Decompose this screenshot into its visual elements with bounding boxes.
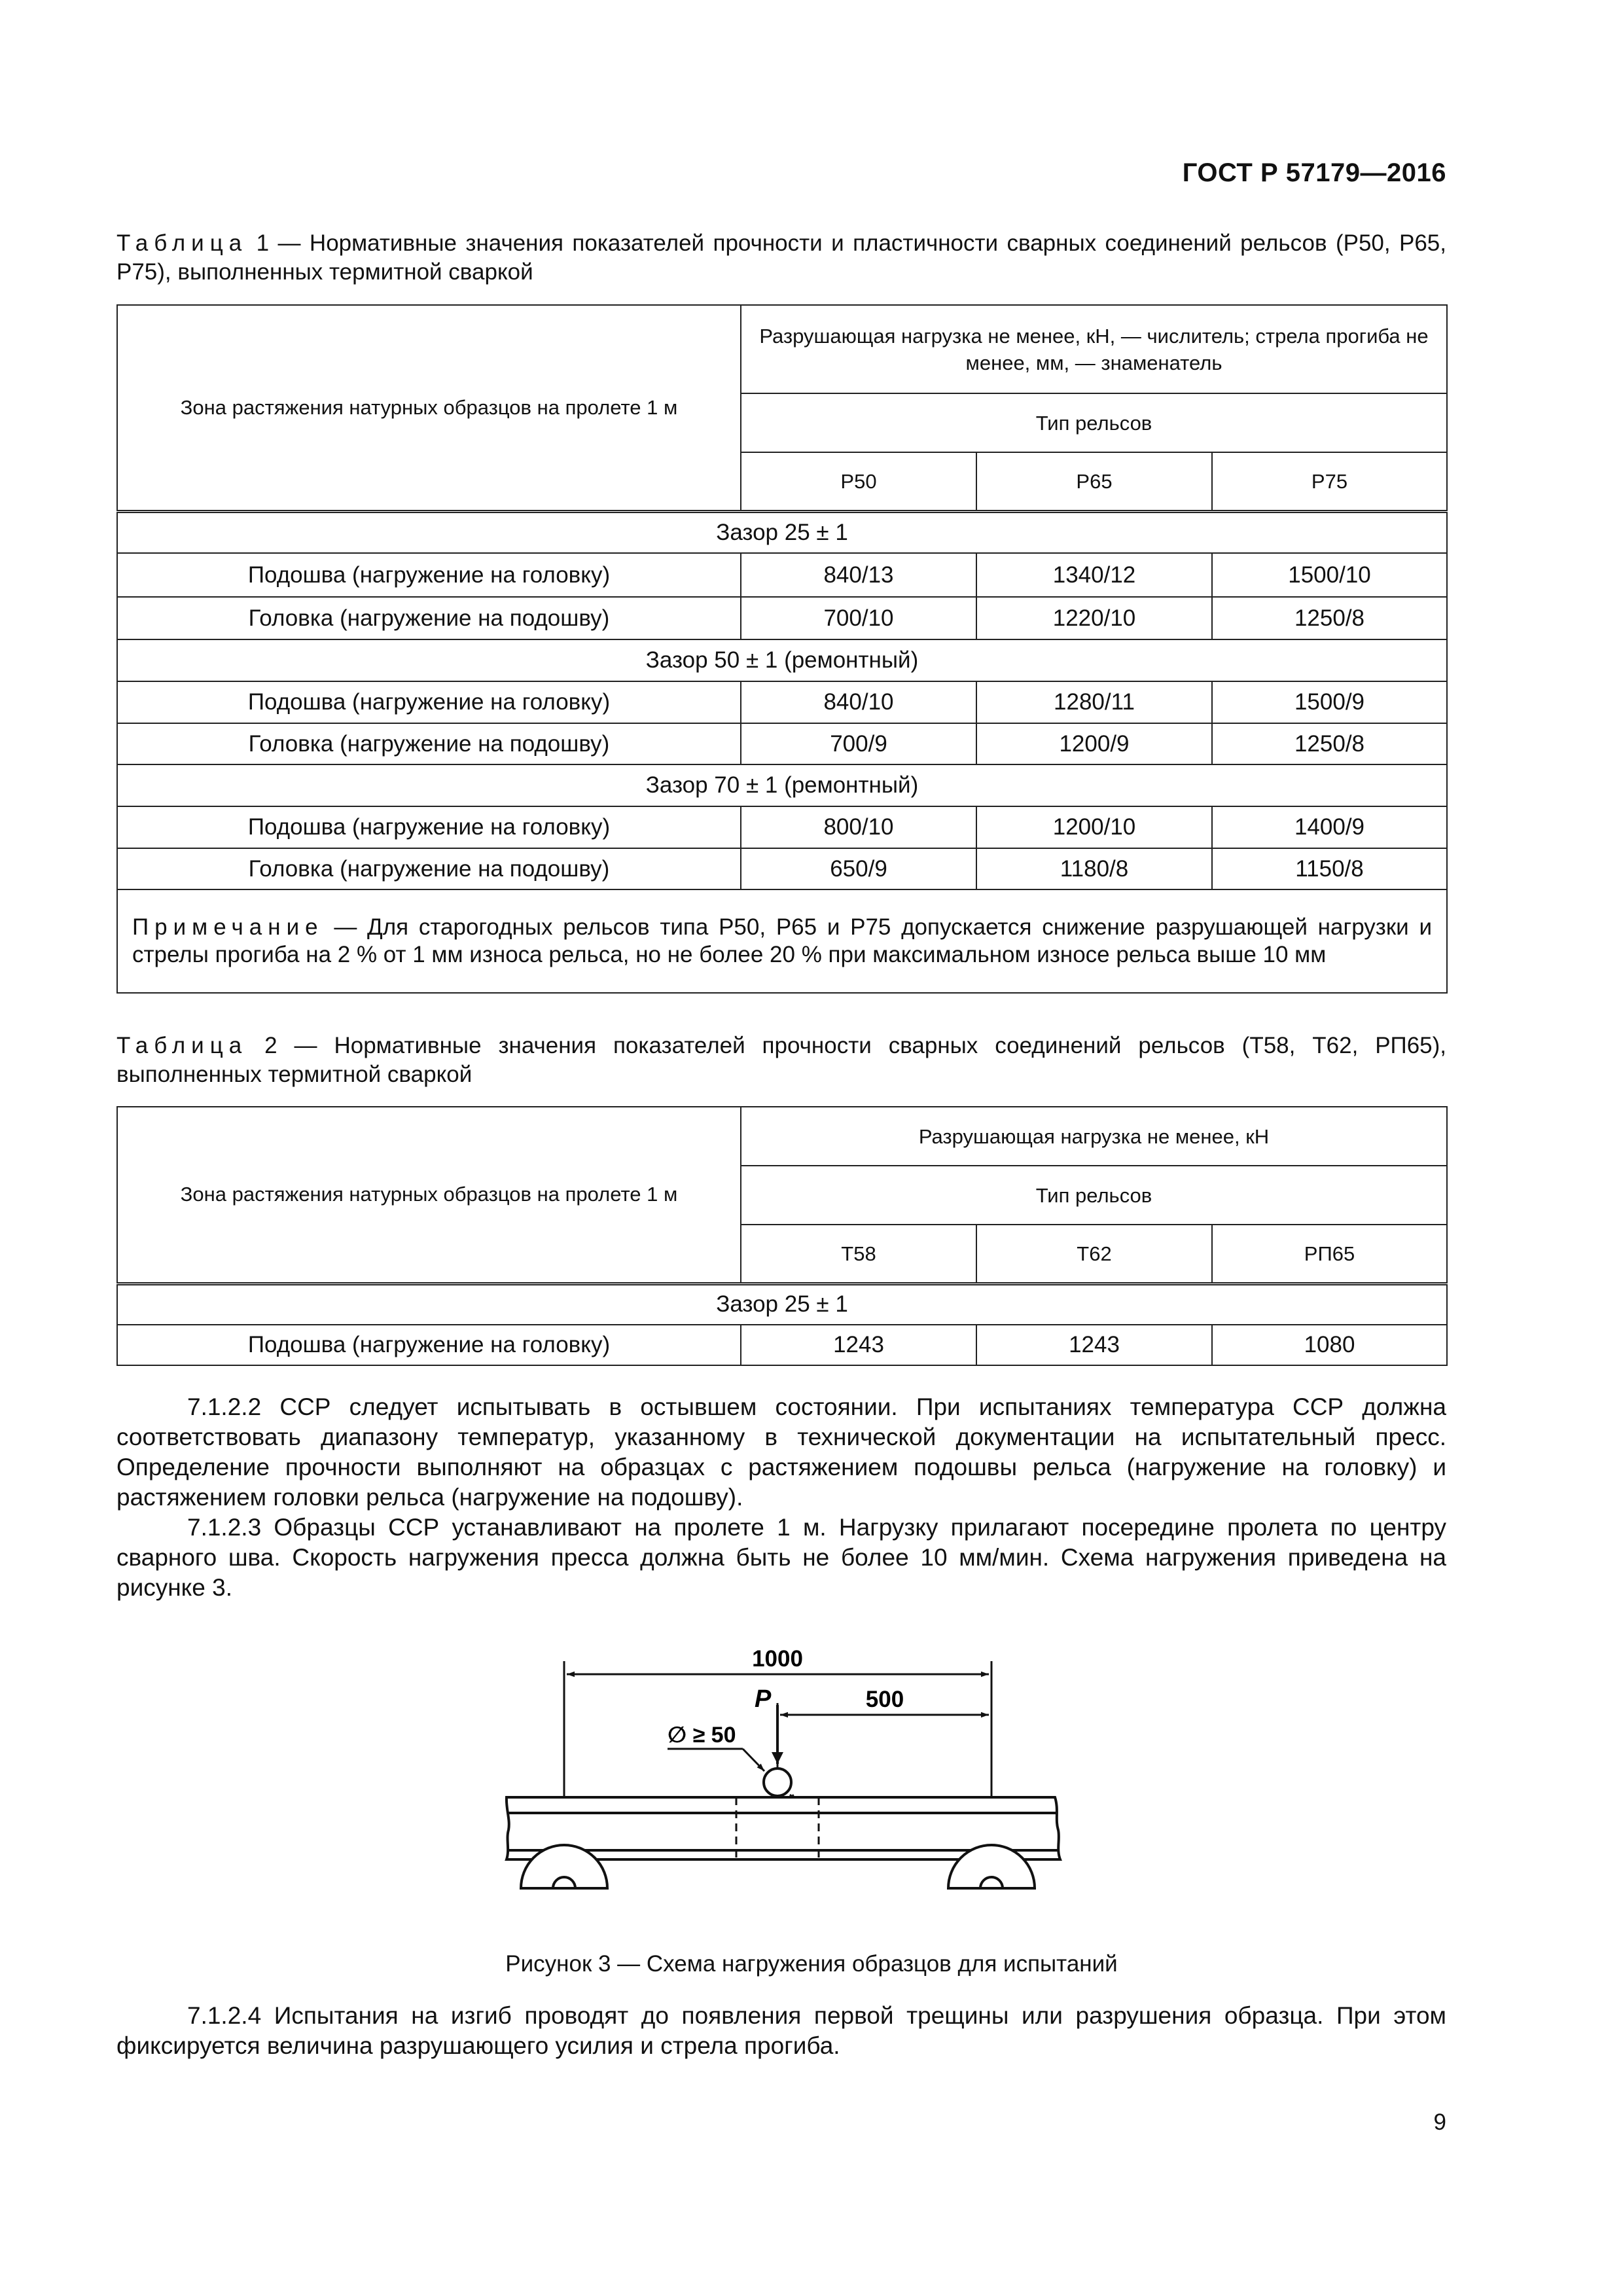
zone-cell: Подошва (нагружение на головку) bbox=[117, 1325, 741, 1365]
value-cell: 1250/8 bbox=[1212, 723, 1447, 764]
value-cell: 700/9 bbox=[741, 723, 976, 764]
table1 bbox=[116, 304, 1448, 994]
figure-caption: Рисунок 3 — Схема нагружения образцов для испытаний bbox=[505, 1951, 1118, 1977]
document-code: ГОСТ Р 57179—2016 bbox=[1182, 158, 1446, 187]
table1-rail-type-header: Тип рельсов bbox=[741, 393, 1447, 452]
paragraph-7-1-2-3: 7.1.2.3 Образцы ССР устанавливают на пролете 1 м. Нагрузку прилагают посередине пролета по центру сварного шва. Скорость нагружения пресса должна быть не более 10 мм/мин. Схема нагружения приведена на рисунке 3. bbox=[116, 1514, 1446, 1601]
table1-caption-text: — Нормативные значения показателей прочности и пластичности сварных соединений рельсов (Р50, Р65, Р75), выполненных термитной сваркой bbox=[116, 230, 1446, 285]
zone-cell: Подошва (нагружение на головку) bbox=[117, 681, 741, 723]
zone-cell: Головка (нагружение на подошву) bbox=[117, 848, 741, 889]
table2-col-header: РП65 bbox=[1212, 1225, 1447, 1283]
table2-caption bbox=[116, 1031, 1446, 1089]
zone-cell: Головка (нагружение на подошву) bbox=[117, 723, 741, 764]
value-cell: 1180/8 bbox=[976, 848, 1212, 889]
value-cell: 840/10 bbox=[741, 681, 976, 723]
dimension-total: 1000 bbox=[752, 1646, 803, 1672]
table2-rail-type-header: Тип рельсов bbox=[741, 1166, 1447, 1225]
zone-cell: Подошва (нагружение на головку) bbox=[117, 806, 741, 848]
value-cell: 1280/11 bbox=[976, 681, 1212, 723]
table-row bbox=[117, 681, 1447, 723]
table1-col-header: Р75 bbox=[1212, 452, 1447, 511]
load-label: P bbox=[755, 1685, 772, 1713]
table-row bbox=[117, 1325, 1447, 1365]
table1-label: Таблица bbox=[116, 230, 248, 256]
table-row bbox=[117, 597, 1447, 639]
table1-group-title: Зазор 50 ± 1 (ремонтный) bbox=[117, 639, 1447, 681]
diameter-label: ∅ ≥ 50 bbox=[668, 1723, 736, 1748]
value-cell: 1250/8 bbox=[1212, 597, 1447, 639]
table1-group-title: Зазор 25 ± 1 bbox=[117, 511, 1447, 553]
dimension-half: 500 bbox=[865, 1687, 904, 1712]
table1-zone-header: Зона растяжения натурных образцов на пролете 1 м bbox=[117, 305, 741, 511]
table1-col-header: Р65 bbox=[976, 452, 1212, 511]
paragraph-7-1-2-2: 7.1.2.2 ССР следует испытывать в остывшем состоянии. При испытаниях температура ССР должна соответствовать диапазону температур, указанному в технической документации на испытательный пресс. Определение прочности выполняют на образцах с растяжением подошвы рельса (нагружение на головку) и растяжением головки рельса (нагружение на подошву). bbox=[116, 1393, 1446, 1511]
table2-col-header: Т58 bbox=[741, 1225, 976, 1283]
zone-cell: Подошва (нагружение на головку) bbox=[117, 553, 741, 597]
zone-cell: Головка (нагружение на подошву) bbox=[117, 597, 741, 639]
value-cell: 840/13 bbox=[741, 553, 976, 597]
table2-load-header: Разрушающая нагрузка не менее, кН bbox=[741, 1107, 1447, 1166]
table2-number: 2 bbox=[264, 1033, 277, 1058]
table1-col-header: Р50 bbox=[741, 452, 976, 511]
value-cell: 800/10 bbox=[741, 806, 976, 848]
body-paragraphs bbox=[116, 1392, 1446, 1603]
page-number: 9 bbox=[1433, 2109, 1446, 2135]
value-cell: 1080 bbox=[1212, 1325, 1447, 1365]
table2-col-header: Т62 bbox=[976, 1225, 1212, 1283]
paragraph-7-1-2-4: 7.1.2.4 Испытания на изгиб проводят до появления первой трещины или разрушения образца. При этом фиксируется величина разрушающего усилия и стрела прогиба. bbox=[116, 2002, 1446, 2059]
table-row bbox=[117, 848, 1447, 889]
table-row bbox=[117, 806, 1447, 848]
value-cell: 1400/9 bbox=[1212, 806, 1447, 848]
value-cell: 1243 bbox=[741, 1325, 976, 1365]
table1-caption bbox=[116, 229, 1446, 287]
value-cell: 1150/8 bbox=[1212, 848, 1447, 889]
value-cell: 1340/12 bbox=[976, 553, 1212, 597]
table1-note bbox=[117, 889, 1447, 993]
note-label: Примечание bbox=[132, 914, 324, 940]
value-cell: 1220/10 bbox=[976, 597, 1212, 639]
table1-group-title: Зазор 70 ± 1 (ремонтный) bbox=[117, 764, 1447, 806]
value-cell: 650/9 bbox=[741, 848, 976, 889]
load-roller bbox=[764, 1768, 791, 1796]
table2-caption-text: — Нормативные значения показателей прочности сварных соединений рельсов (Т58, Т62, РП65), выполненных термитной сваркой bbox=[116, 1033, 1447, 1087]
table-row bbox=[117, 553, 1447, 597]
table2-group-title: Зазор 25 ± 1 bbox=[117, 1283, 1447, 1325]
value-cell: 1243 bbox=[976, 1325, 1212, 1365]
table2 bbox=[116, 1106, 1448, 1366]
value-cell: 1500/10 bbox=[1212, 553, 1447, 597]
table-row bbox=[117, 723, 1447, 764]
value-cell: 1500/9 bbox=[1212, 681, 1447, 723]
table1-load-header: Разрушающая нагрузка не менее, кН, — числитель; стрела прогиба не менее, мм, — знаменатель bbox=[741, 305, 1447, 393]
table2-zone-header: Зона растяжения натурных образцов на пролете 1 м bbox=[117, 1107, 741, 1283]
table2-label: Таблица bbox=[116, 1033, 248, 1058]
value-cell: 1200/10 bbox=[976, 806, 1212, 848]
table1-number: 1 bbox=[256, 230, 270, 256]
note-text: — Для старогодных рельсов типа Р50, Р65 и Р75 допускается снижение разрушающей нагрузки и стрелы прогиба на 2 % от 1 мм износа рельса, но не более 20 % при максимальном износе рельса выше 10 мм bbox=[132, 914, 1433, 967]
final-paragraph-block bbox=[116, 2001, 1446, 2061]
loading-scheme-figure bbox=[0, 1623, 1623, 1937]
diameter-leader bbox=[743, 1749, 764, 1771]
value-cell: 1200/9 bbox=[976, 723, 1212, 764]
value-cell: 700/10 bbox=[741, 597, 976, 639]
